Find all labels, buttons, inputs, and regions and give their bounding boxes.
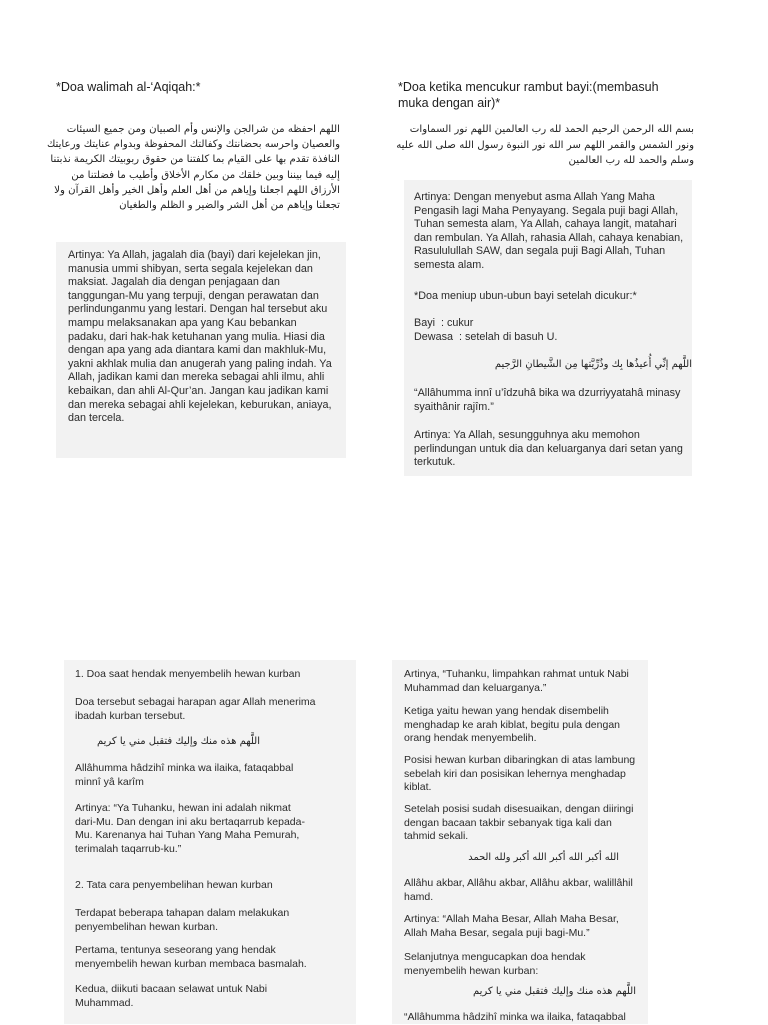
kurban-heading-2: 2. Tata cara penyembelihan hewan kurban	[75, 879, 273, 891]
takbir-artinya: Artinya: “Allah Maha Besar, Allah Maha Besar, Allah Maha Besar, segala puji bagi-Mu.”	[404, 913, 619, 939]
mencukur-arabic-text: بسم الله الرحمن الرحيم الحمد لله رب العالمين اللهم نور السماوات ونور الشمس والقمر اللهم سر الله نور النبوة رسول الله صلى الله عليه وسلم والحمد لله رب العالمين	[396, 124, 694, 166]
kurban-ketiga: Ketiga yaitu hewan yang hendak disembelih menghadap ke arah kiblat, begitu pula dengan orang hendak menyembelih.	[404, 705, 620, 744]
ubun-ubun-latin: “Allâhumma innî u’îdzuhâ bika wa dzurriyyatahâ minasy syaithânir rajîm.”	[414, 387, 681, 413]
bayi-value: : cukur	[441, 317, 474, 329]
panel-mencukur-rambut	[396, 76, 696, 476]
kurban-posisi: Posisi hewan kurban dibaringkan di atas lambung sebelah kiri dan posisikan lehernya menghadap kiblat.	[404, 754, 636, 793]
panel-walimah-aqiqah	[46, 76, 352, 456]
walimah-arabic-text: اللهم احفظه من شرالجن والإنس وأم الصبيان ومن جميع السيئات والعصيان واحرسه بحضانتك وكفالتك المحفوظة وبدوام عنايتك ورعايتك النافذة تقدم بها على القيام بما كلفتنا من حقوق ربوبيتك الكريمة نذبتنا إليه فيما بيننا وبين خلقك من مكارم الأخلاق وأطيب ما فضلتنا من الأرزاق اللهم اجعلنا وإياهم من أهل العلم وأهل الخير وأهل القرآن ولا تجعلنا وإياهم من أهل الشر والضير و الظلم والطغيان	[46, 124, 340, 212]
kurban-kedua: Kedua, diikuti bacaan selawat untuk Nabi Muhammad.	[75, 983, 268, 1009]
walimah-title: *Doa walimah al-‘Aqiqah:*	[56, 80, 201, 94]
bayi-label: Bayi	[414, 317, 436, 329]
walimah-artinya: Artinya: Ya Allah, jagalah dia (bayi) dari kejelekan jin, manusia ummi shibyan, serta segala kejelekan dan maksiat. Jagalah dia dengan penjagaan dan tanggungan-Mu yang terpuji, dengan perawatan dan perlindunganmu yang lestari. Dengan hal tersebut aku mampu melaksanakan apa yang Kau bebankan padaku, dari hak-hak ketuhanan yang mulia. Hiasi dia dengan apa yang ada diantara kami dan makhluk-Mu, yakni akhlak mulia dan anugerah yang paling indah. Ya Allah, jadikan kami dan mereka sebagai ahli ilmu, ahli kebaikan, dan ahli Al-Qur’an. Jangan kau jadikan kami dan mereka sebagai ahli kejelekan, keburukan, aniaya, dan tercela.	[68, 249, 332, 425]
kurban-right-content	[404, 668, 642, 1024]
ubun-ubun-artinya: Artinya: Ya Allah, sesungguhnya aku memohon perlindungan untuk dia dan keluarganya dari setan yang terkutuk.	[414, 429, 683, 469]
kurban-doa-artinya: Artinya: “Ya Tuhanku, hewan ini adalah nikmat dari-Mu. Dan dengan ini aku bertaqarrub kepada-Mu. Karenanya hai Tuhan Yang Maha Pemurah, terimalah taqarrub-ku.”	[75, 802, 305, 855]
takbir-latin: Allâhu akbar, Allâhu akbar, Allâhu akbar, walillâhil hamd.	[404, 877, 633, 903]
ubun-ubun-title: *Doa meniup ubun-ubun bayi setelah dicukur:*	[414, 290, 637, 302]
dewasa-label: Dewasa	[414, 331, 454, 343]
kurban-intro: Doa tersebut sebagai harapan agar Allah menerima ibadah kurban tersebut.	[75, 696, 316, 722]
selawat-artinya: Artinya, “Tuhanku, limpahkan rahmat untuk Nabi Muhammad dan keluarganya.”	[404, 668, 629, 694]
kurban-doa-latin-2: “Allâhumma hâdzihî minka wa ilaika, fataqabbal	[404, 1011, 626, 1023]
kurban-heading-1: 1. Doa saat hendak menyembelih hewan kurban	[75, 668, 301, 680]
kurban-takbir: Setelah posisi sudah disesuaikan, dengan diiringi dengan bacaan takbir sebanyak tiga kali dan tahmid sekali.	[404, 803, 634, 842]
kurban-doa-arabic: اللَّهم هذه منك وإليك فتقبل مني يا كريم	[96, 736, 260, 747]
kurban-left-content	[75, 668, 345, 1024]
bayi-row	[414, 317, 674, 331]
dewasa-value: : setelah di basuh U.	[459, 331, 558, 343]
kurban-doa-latin: Allâhumma hâdzihî minka wa ilaika, fataqabbal minnî yâ karîm	[75, 762, 294, 788]
takbir-arabic: الله أكبر الله أكبر الله أكبر ولله الحمد	[468, 852, 619, 863]
kurban-doa-arabic-2: اللَّهم هذه منك وإليك فتقبل مني يا كريم	[472, 986, 636, 997]
kurban-tahapan: Terdapat beberapa tahapan dalam melakukan penyembelihan hewan kurban.	[75, 907, 290, 933]
dewasa-row	[414, 331, 674, 345]
mencukur-title: *Doa ketika mencukur rambut bayi:(membasuh muka dengan air)*	[398, 80, 659, 110]
ubun-ubun-arabic: اللَّهم إنِّي أُعيذُها بِك وذُرِّيَّتها مِن الشَّيطانِ الرَّجيم	[494, 359, 692, 370]
kurban-selanjutnya: Selanjutnya mengucapkan doa hendak menyembelih hewan kurban:	[404, 951, 586, 977]
mencukur-artinya: Artinya: Dengan menyebut asma Allah Yang Maha Pengasih lagi Maha Penyayang. Segala puji bagi Allah, Tuhan semesta alam, Ya Allah, cahaya langit, matahari dan rembulan. Ya Allah, rahasia Allah, cahaya kenabian, Rasululullah SAW, dan segala puji Bagi Allah, Tuhan semesta alam.	[414, 191, 684, 271]
kurban-pertama: Pertama, tentunya seseorang yang hendak menyembelih hewan kurban membaca basmalah.	[75, 944, 307, 970]
